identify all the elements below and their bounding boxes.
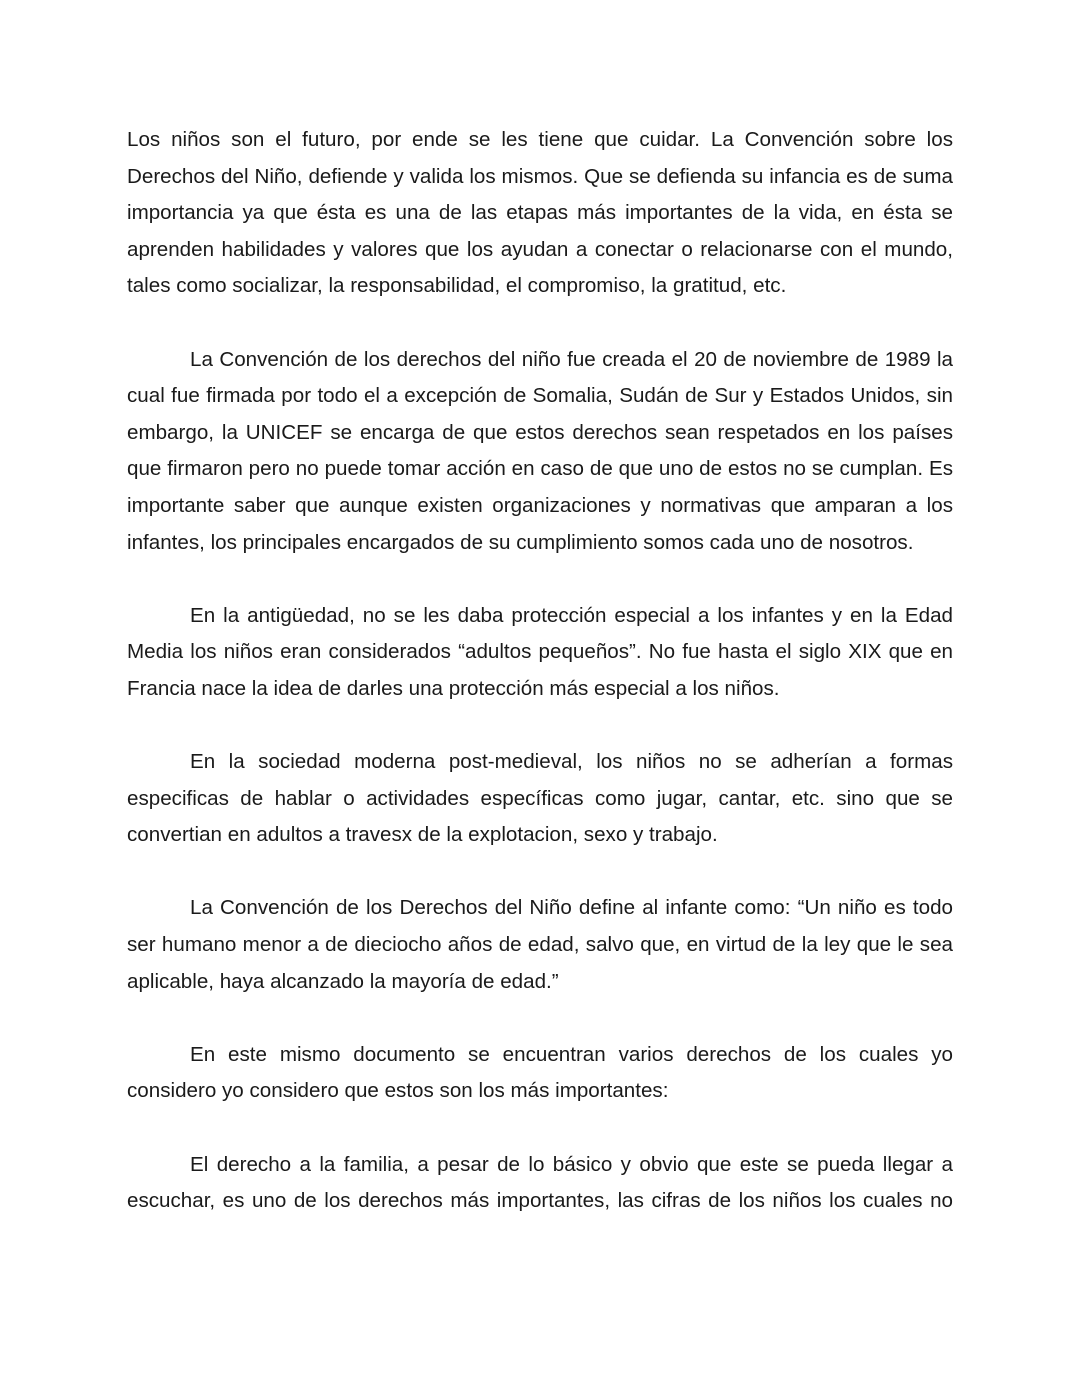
paragraph-intro: Los niños son el futuro, por ende se les tiene que cuidar. La Convención sobre los Derechos del Niño, defiende y valida los mismos. Que se defienda su infancia es de suma importancia ya que ésta es una de las etapas más importantes de la vida, en ésta se aprenden habilidades y valores que los ayudan a conectar o relacionarse con el mundo, tales como socializar, la responsabilidad, el compromiso, la gratitud, etc. [127, 128, 953, 298]
document-body [127, 122, 953, 1220]
paragraph-convention-history: La Convención de los derechos del niño fue creada el 20 de noviembre de 1989 la cual fue firmada por todo el a excepción de Somalia, Sudán de Sur y Estados Unidos, sin embargo, la UNICEF se encarga de que estos derechos sean respetados en los países que firmaron pero no puede tomar acción en caso de que uno de estos no se cumplan. Es importante saber que aunque existen organizaciones y normativas que amparan a los infantes, los principales encargados de su cumplimiento somos cada uno de nosotros. [127, 347, 953, 554]
paragraph-post-medieval: En la sociedad moderna post-medieval, los niños no se adherían a formas especificas de hablar o actividades específicas como jugar, cantar, etc. sino que se convertian en adultos a travesx de la explotacion, sexo y trabajo. [127, 750, 953, 847]
paragraph-antiquity: En la antigüedad, no se les daba protección especial a los infantes y en la Edad Media los niños eran considerados “adultos pequeños”. No fue hasta el siglo XIX que en Francia nace la idea de darles una protección más especial a los niños. [127, 603, 953, 700]
paragraph-right-to-family: El derecho a la familia, a pesar de lo básico y obvio que este se pueda llegar a escuchar, es uno de los derechos más importantes, las cifras de los niños los cuales no [127, 1152, 953, 1213]
paragraph-child-definition: La Convención de los Derechos del Niño define al infante como: “Un niño es todo ser humano menor a de dieciocho años de edad, salvo que, en virtud de la ley que le sea aplicable, haya alcanzado la mayoría de edad.” [127, 896, 953, 993]
paragraph-important-rights: En este mismo documento se encuentran varios derechos de los cuales yo considero yo considero que estos son los más importantes: [127, 1042, 953, 1103]
